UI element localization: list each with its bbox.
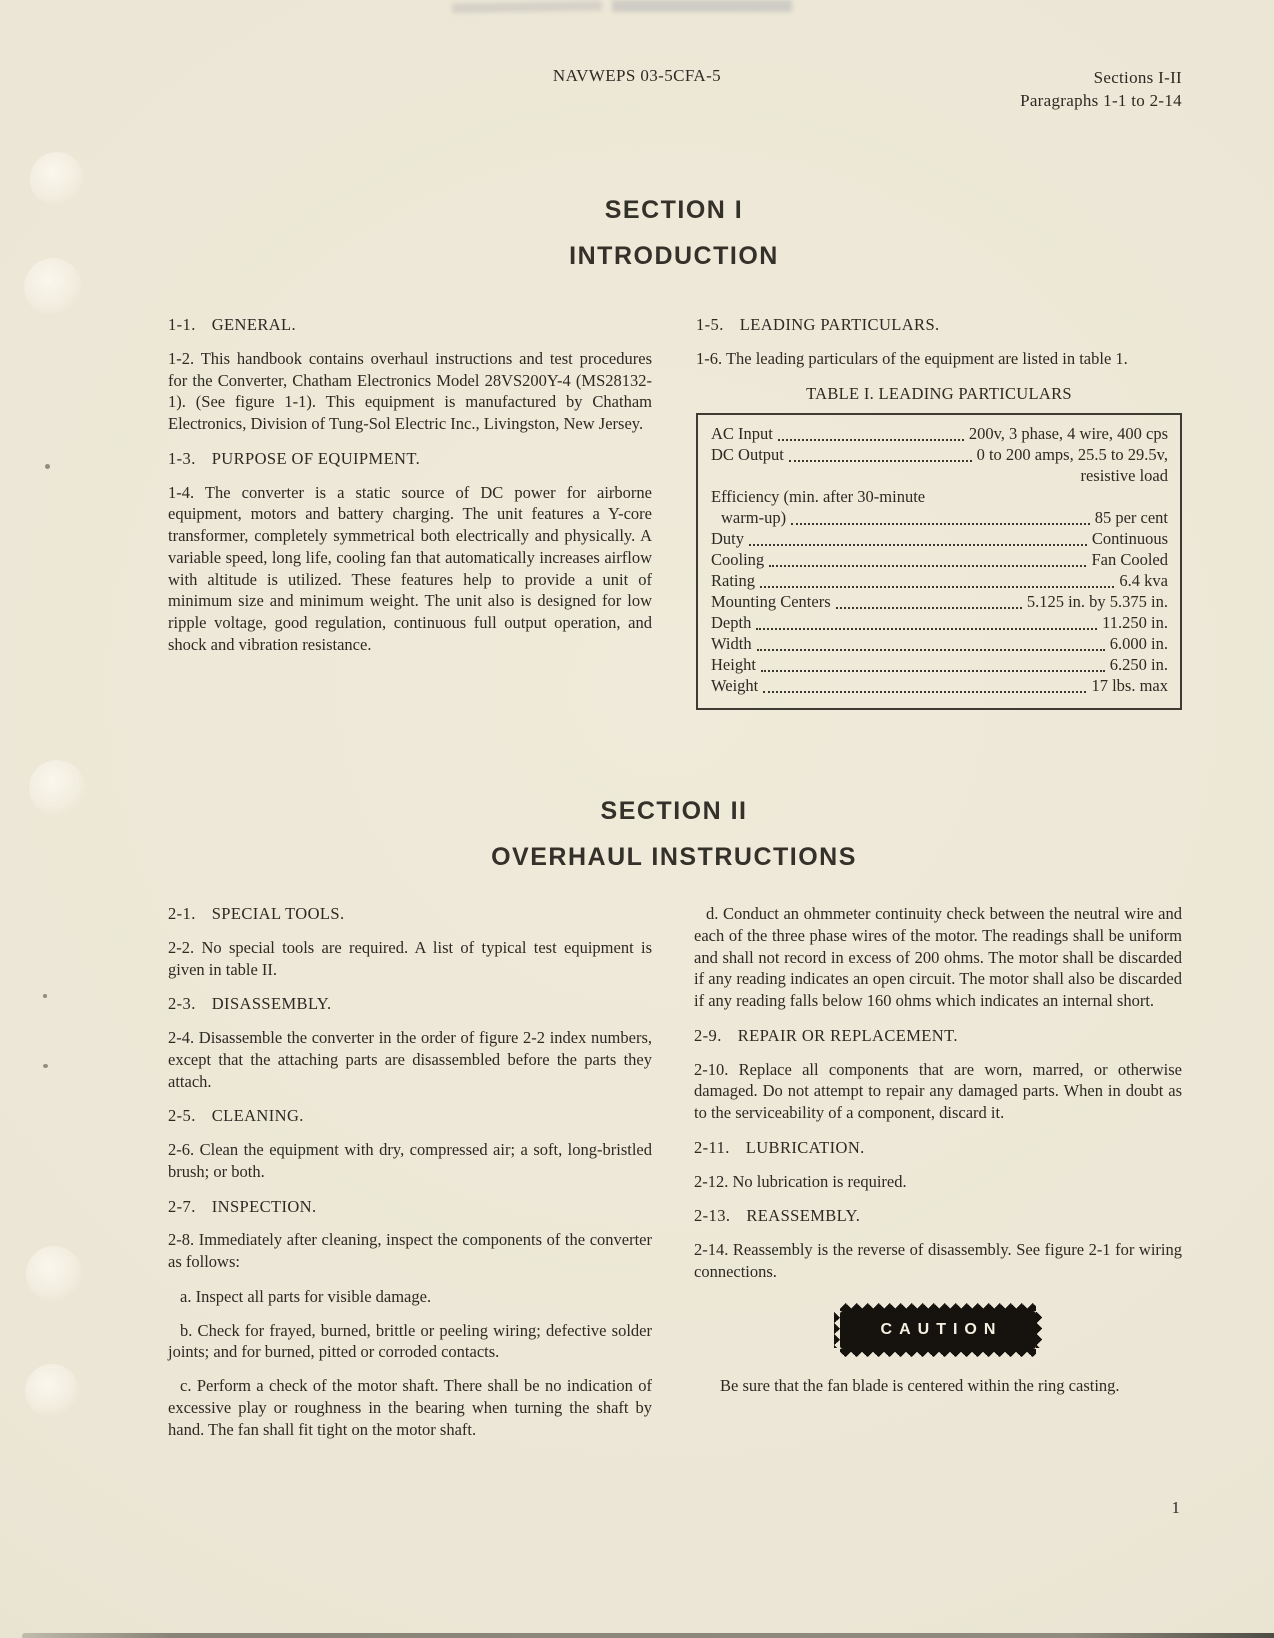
dot-leader: [778, 439, 964, 441]
para-title: CLEANING.: [211, 1106, 304, 1126]
ink-speck: [45, 464, 50, 469]
row-label: Duty: [711, 529, 744, 549]
dot-leader: [791, 523, 1090, 525]
scan-smudge: [612, 0, 792, 12]
row-value: 6.250 in.: [1109, 654, 1168, 674]
para-heading: [696, 314, 1182, 336]
para-heading: [168, 448, 652, 470]
row-label: DC Output: [711, 445, 784, 465]
paragraph: 2-8. Immediately after cleaning, inspect the components of the converter as follows:: [168, 1230, 652, 1272]
paragraph: 1-4. The converter is a static source of DC power for airborne equipment, motors and battery charging. The unit features a Y-core transformer, completely symmetrical both electrically and physically. A variable speed, long life, cooling fan that automatically increases airflow with altitude is utilized. These features help to provide a unit of minimum size and minimum weight. The unit also is designed for low ripple voltage, good regulation, continuous full output operation, and shock and vibration resistance.: [168, 482, 652, 654]
dot-leader: [756, 628, 1097, 630]
caution-label: CAUTION: [880, 1321, 1003, 1339]
paragraph: 2-10. Replace all components that are worn, marred, or otherwise damaged. Do not attempt to repair any damaged parts. When in doubt as to the serviceability of a component, discard it.: [694, 1059, 1182, 1123]
paragraph: 2-4. Disassemble the converter in the order of figure 2-2 index numbers, except that the attaching parts are disassembled before the parts they attach.: [168, 1028, 652, 1091]
para-title: INSPECTION.: [211, 1196, 317, 1216]
paragraph: 2-12. No lubrication is required.: [694, 1171, 907, 1191]
punch-hole: [25, 1364, 79, 1418]
dot-leader: [789, 460, 972, 462]
page-number: 1: [1171, 1498, 1180, 1517]
row-label: Depth: [711, 612, 752, 632]
section1-title: SECTION I: [604, 196, 744, 224]
doc-number: NAVWEPS 03-5CFA-5: [552, 66, 722, 85]
row-label: Weight: [711, 675, 759, 695]
row-value: resistive load: [1080, 466, 1168, 486]
row-value: 5.125 in. by 5.375 in.: [1026, 591, 1168, 611]
para-number: 2-3.: [168, 994, 196, 1014]
para-number: 1-3.: [168, 448, 196, 468]
section1-titles: [168, 196, 1180, 271]
punch-hole: [24, 258, 82, 316]
table-row: [711, 613, 1168, 634]
paragraph: 2-6. Clean the equipment with dry, compressed air; a soft, long-bristled brush; or both.: [168, 1140, 652, 1181]
caution-border-bottom: [840, 1349, 1036, 1357]
row-value: 0 to 200 amps, 25.5 to 29.5v,: [976, 445, 1168, 465]
table-row: [711, 655, 1168, 676]
row-value: Continuous: [1091, 529, 1168, 549]
dot-leader: [836, 607, 1022, 609]
row-label: Efficiency (min. after 30-minute: [711, 487, 926, 507]
para-title: LEADING PARTICULARS.: [739, 315, 940, 334]
para-title: REPAIR OR REPLACEMENT.: [737, 1025, 958, 1045]
para-number: 2-11.: [694, 1137, 730, 1157]
para-heading: [168, 1196, 652, 1218]
section1-right-column: [696, 314, 1182, 710]
row-value: 6.4 kva: [1119, 570, 1168, 590]
para-number: 1-5.: [696, 315, 724, 334]
paragraphs-ref: Paragraphs 1-1 to 2-14: [1020, 91, 1182, 111]
paragraph: 2-2. No special tools are required. A list of typical test equipment is given in table II.: [168, 937, 652, 979]
row-value: 85 per cent: [1094, 508, 1168, 528]
table-title: TABLE I. LEADING PARTICULARS: [806, 383, 1072, 403]
table-row-continuation: [711, 466, 1168, 487]
punch-hole: [30, 152, 84, 206]
caution-border-left: [834, 1312, 840, 1348]
punch-hole: [29, 760, 85, 816]
caution-border-right: [1036, 1312, 1042, 1348]
sub-paragraph: b. Check for frayed, burned, brittle or peeling wiring; defective solder joints; and for burned, pitted or corroded contacts.: [168, 1320, 652, 1362]
para-title: REASSEMBLY.: [746, 1206, 861, 1226]
para-heading: [694, 1137, 1182, 1159]
table-row: [711, 676, 1168, 697]
row-value: 17 lbs. max: [1091, 675, 1168, 695]
para-heading: [694, 1205, 1182, 1227]
section2-titles: [168, 797, 1180, 872]
dot-leader: [749, 544, 1087, 546]
para-title: DISASSEMBLY.: [211, 994, 332, 1014]
para-number: 2-9.: [694, 1025, 722, 1045]
header-right: [880, 66, 1182, 113]
sub-paragraph: d. Conduct an ohmmeter continuity check between the neutral wire and each of the three phase wires of the motor. The readings shall be uniform and shall not record in excess of 200 ohms. The motor shall be discarded if any reading indicates an open circuit. The motor shall also be discarded if any reading falls below 160 ohms which indicates an internal short.: [694, 904, 1182, 1011]
ink-speck: [43, 994, 47, 998]
para-title: SPECIAL TOOLS.: [211, 904, 345, 923]
row-label: Height: [711, 654, 756, 674]
row-label: Cooling: [711, 550, 765, 570]
punch-hole: [26, 1246, 82, 1302]
para-number: 2-7.: [168, 1196, 196, 1216]
row-value: 200v, 3 phase, 4 wire, 400 cps: [968, 424, 1168, 444]
row-label: AC Input: [711, 424, 773, 444]
para-heading: [168, 993, 652, 1015]
dot-leader: [757, 649, 1105, 651]
table-row: [711, 634, 1168, 655]
table-row: [711, 592, 1168, 613]
row-label: Mounting Centers: [711, 591, 831, 611]
para-title: GENERAL.: [211, 315, 297, 334]
leading-particulars-table: [696, 413, 1182, 709]
para-heading: [168, 314, 652, 336]
scan-smudge: [452, 1, 602, 14]
section1-subtitle: INTRODUCTION: [569, 242, 779, 270]
dot-leader: [763, 691, 1086, 693]
table-row: [711, 508, 1168, 529]
row-label: Width: [711, 633, 752, 653]
sub-paragraph: c. Perform a check of the motor shaft. There shall be no indication of excessive play or roughness in the bearing when turning the shaft by hand. The fan shall fit tight on the motor shaft.: [168, 1376, 652, 1439]
para-number: 1-1.: [168, 315, 196, 334]
ink-speck: [43, 1064, 48, 1068]
dot-leader: [769, 565, 1086, 567]
caution-border-top: [840, 1303, 1036, 1311]
section2-right-column: [694, 903, 1182, 1409]
caution-box: [840, 1303, 1036, 1357]
para-number: 2-1.: [168, 904, 196, 923]
caution-core: [840, 1311, 1036, 1349]
para-title: LUBRICATION.: [745, 1137, 865, 1157]
sections-ref: Sections I-II: [1093, 68, 1182, 87]
paragraph: 1-6. The leading particulars of the equipment are listed in table 1.: [696, 348, 1128, 368]
row-value: 11.250 in.: [1102, 612, 1168, 632]
table-row: [711, 550, 1168, 571]
dot-leader: [761, 670, 1105, 672]
scan-bottom-edge: [22, 1633, 1274, 1638]
table-row: [711, 445, 1168, 466]
para-heading: [168, 1105, 652, 1127]
paragraph: 1-2. This handbook contains overhaul instructions and test procedures for the Converter, Chatham Electronics Model 28VS200Y-4 (MS28132-1). (See figure 1-1). This equipment is manufactured by Chatham Electronics, Division of Tung-Sol Electric Inc., Livingston, New Jersey.: [168, 348, 652, 434]
row-label: Rating: [711, 570, 755, 590]
row-value: 6.000 in.: [1109, 633, 1168, 653]
section2-left-column: [168, 903, 652, 1453]
dot-leader: [760, 586, 1114, 588]
row-value: Fan Cooled: [1091, 550, 1168, 570]
para-heading: [168, 903, 652, 925]
paragraph: 2-14. Reassembly is the reverse of disassembly. See figure 2-1 for wiring connections.: [694, 1240, 1182, 1281]
table-row: [711, 529, 1168, 550]
para-number: 2-5.: [168, 1106, 196, 1126]
para-number: 2-13.: [694, 1206, 731, 1226]
table-row: [711, 571, 1168, 592]
table-row: [711, 424, 1168, 445]
section1-left-column: [168, 314, 652, 669]
row-label: warm-up): [721, 508, 787, 528]
section2-subtitle: OVERHAUL INSTRUCTIONS: [491, 843, 857, 871]
table-row: [711, 487, 1168, 508]
section2-title: SECTION II: [600, 797, 748, 825]
caution-note: Be sure that the fan blade is centered within the ring casting.: [720, 1375, 1120, 1395]
sub-paragraph: a. Inspect all parts for visible damage.: [180, 1286, 432, 1306]
para-heading: [694, 1025, 1182, 1047]
para-title: PURPOSE OF EQUIPMENT.: [211, 448, 421, 468]
